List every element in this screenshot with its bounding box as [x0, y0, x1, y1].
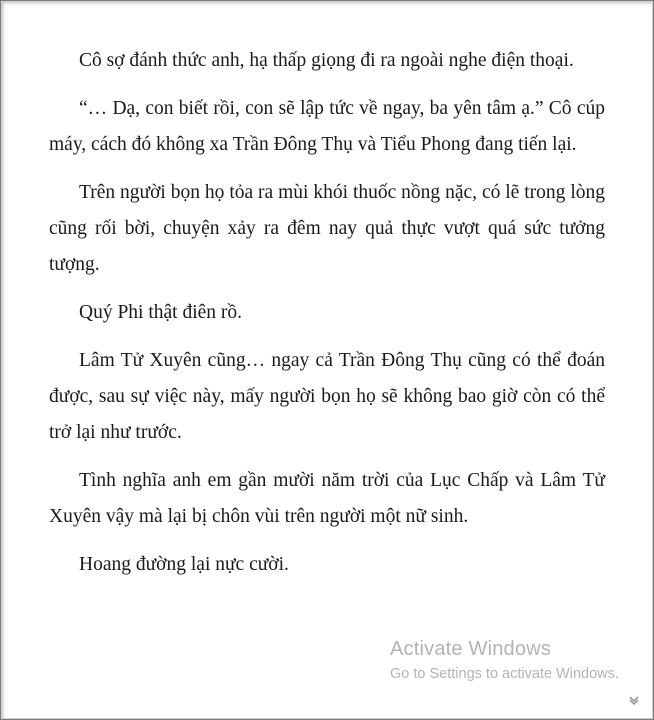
paragraph: Quý Phi thật điên rồ.: [79, 302, 243, 323]
paragraph: Cô sợ đánh thức anh, hạ thấp giọng đi ra ngoài nghe điện thoại.: [79, 50, 574, 71]
paragraph: Hoang đường lại nực cười.: [79, 554, 289, 575]
watermark-subtitle: Go to Settings to activate Windows.: [390, 666, 619, 682]
paragraph: Tình nghĩa anh em gần mười năm trời của Lục Chấp và Lâm Tử Xuyên vậy mà lại bị chôn vùi trên người một nữ sinh.: [49, 470, 605, 527]
paragraph: Lâm Tử Xuyên cũng… ngay cả Trần Đông Thụ cũng có thể đoán được, sau sự việc này, mấy người bọn họ sẽ không bao giờ còn có thể trở lại như trước.: [49, 350, 605, 443]
paragraph: “… Dạ, con biết rồi, con sẽ lập tức về ngay, ba yên tâm ạ.” Cô cúp máy, cách đó không xa Trần Đông Thụ và Tiểu Phong đang tiến lại.: [49, 98, 605, 155]
scroll-arrow-icon[interactable]: [627, 693, 641, 707]
paragraph: Trên người bọn họ tỏa ra mùi khói thuốc nồng nặc, có lẽ trong lòng cũng rối bời, chuyện xảy ra đêm nay quả thực vượt quá sức tưởng tượng.: [49, 182, 605, 275]
watermark-title: Activate Windows: [390, 638, 552, 660]
document-page: [1, 1, 653, 719]
activate-windows-watermark: [390, 635, 619, 685]
